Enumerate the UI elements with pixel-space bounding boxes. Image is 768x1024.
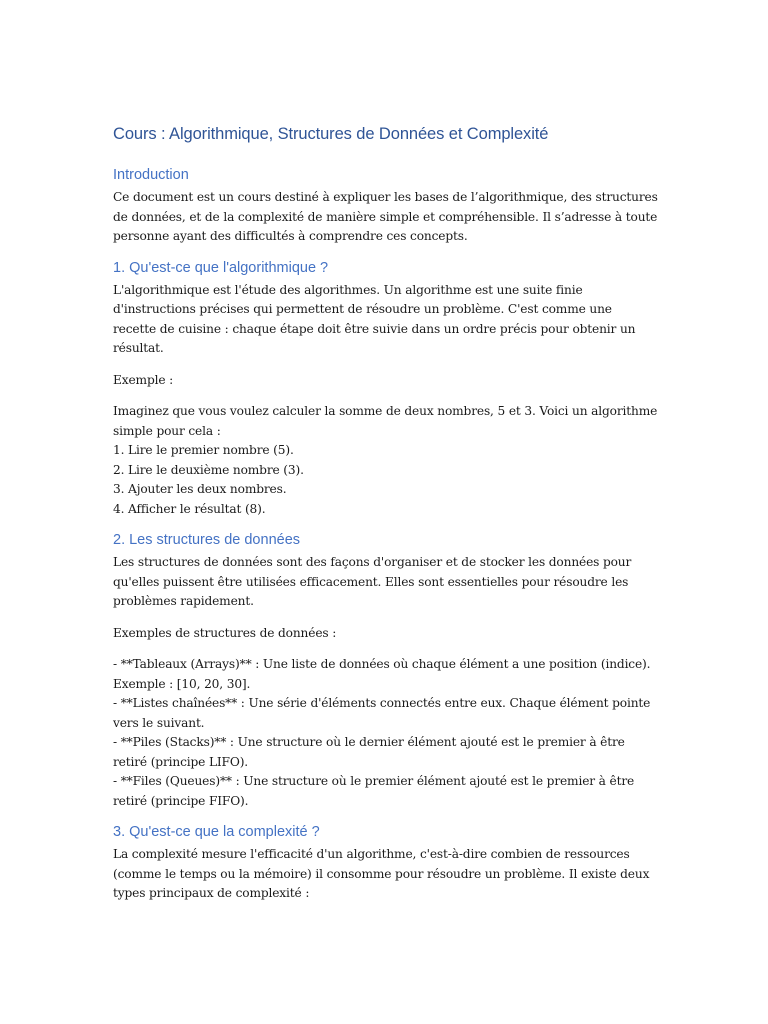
exemple-intro: Imaginez que vous voulez calculer la somme de deux nombres, 5 et 3. Voici un algorithme simple pour cela : bbox=[113, 404, 658, 438]
exemple-block bbox=[113, 402, 658, 519]
heading-introduction: Introduction bbox=[113, 167, 189, 183]
algorithmique-paragraph: L'algorithmique est l'étude des algorithmes. Un algorithme est une suite finie d'instructions précises qui permettent de résoudre un problème. C'est comme une recette de cuisine : chaque étape doit être suivie dans un ordre précis pour obtenir un résultat. bbox=[113, 282, 636, 355]
exemple-label: Exemple : bbox=[113, 372, 174, 387]
heading-complexite: 3. Qu'est-ce que la complexité ? bbox=[113, 824, 320, 840]
document-title: Cours : Algorithmique, Structures de Données et Complexité bbox=[113, 125, 549, 143]
list-item: - **Listes chaînées** : Une série d'éléments connectés entre eux. Chaque élément pointe vers le suivant. bbox=[113, 696, 651, 730]
section-algorithmique bbox=[113, 259, 658, 520]
section-introduction bbox=[113, 166, 658, 247]
section-complexite bbox=[113, 823, 658, 904]
structures-list bbox=[113, 655, 658, 811]
section-structures bbox=[113, 531, 658, 811]
structures-paragraph: Les structures de données sont des façons d'organiser et de stocker les données pour qu'elles puissent être utilisées efficacement. Elles sont essentielles pour résoudre les problèmes rapidement. bbox=[113, 555, 632, 608]
step-item: 3. Ajouter les deux nombres. bbox=[113, 482, 287, 496]
list-item: - **Piles (Stacks)** : Une structure où le dernier élément ajouté est le premier à être retiré (principe LIFO). bbox=[113, 735, 625, 769]
heading-algorithmique: 1. Qu'est-ce que l'algorithmique ? bbox=[113, 259, 329, 276]
list-item: - **Files (Queues)** : Une structure où le premier élément ajouté est le premier à être retiré (principe FIFO). bbox=[113, 774, 635, 808]
step-item: 2. Lire le deuxième nombre (3). bbox=[113, 462, 304, 477]
intro-paragraph: Ce document est un cours destiné à expliquer les bases de l’algorithmique, des structures de données, et de la complexité de manière simple et compréhensible. Il s’adresse à toute personne ayant des difficultés à comprendre ces concepts. bbox=[113, 190, 658, 243]
step-item: 1. Lire le premier nombre (5). bbox=[113, 443, 294, 457]
step-item: 4. Afficher le résultat (8). bbox=[113, 501, 266, 516]
structures-examples-label: Exemples de structures de données : bbox=[113, 625, 337, 640]
heading-structures: 2. Les structures de données bbox=[113, 532, 301, 548]
list-item: - **Tableaux (Arrays)** : Une liste de données où chaque élément a une position (indice). Exemple : [10, 20, 30]. bbox=[113, 657, 651, 691]
complexite-paragraph: La complexité mesure l'efficacité d'un algorithme, c'est-à-dire combien de ressources (comme le temps ou la mémoire) il consomme pour résoudre un problème. Il existe deux types principaux de complexité : bbox=[113, 847, 650, 900]
